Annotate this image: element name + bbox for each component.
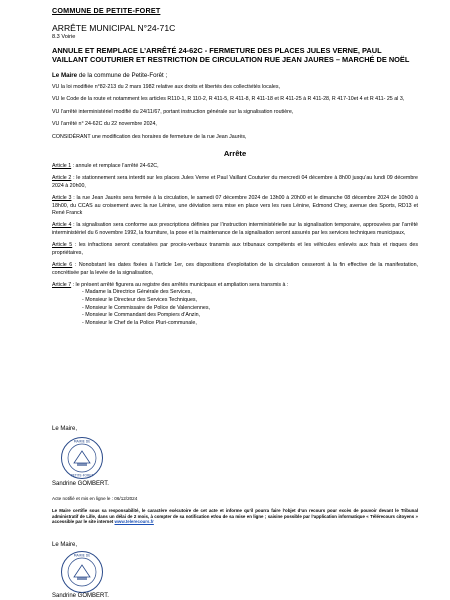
maire-intro-rest: de la commune de Petite-Forêt ;: [77, 72, 168, 79]
maire-intro: [52, 72, 418, 79]
article-label: Article 6: [52, 262, 73, 269]
subject-reference: 8.3 Voirie: [52, 34, 76, 40]
document-title: ANNULE ET REMPLACE L’ARRÊTÉ 24-62C - FERMETURE DES PLACES JULES VERNE, PAUL VAILLANT COUTURIER ET RESTRICTION DE CIRCULATION RUE JEAN JAURES – MARCHÉ DE NOËL: [52, 46, 410, 64]
signature-label-2: Le Maire,: [52, 542, 78, 548]
article: [52, 195, 418, 217]
article-text: : la rue Jean Jaurès sera fermée à la circulation, le samedi 07 décembre 2024 de 13h00 à 20h00 et le dimanche 08 décembre 2024 de 10h00 à 18h00, du CCAS au croisement avec la rue Lénine, une déviation sera mise en place vers les rues Lénine, Edmond Chey, avenue des Sports, RD13 et René Franck: [52, 195, 419, 217]
vu-line: VU la loi modifiée n°82-213 du 2 mars 1982 relative aux droits et libertés des collectivités locales,: [52, 84, 280, 90]
maire-intro-bold: Le Maire: [52, 72, 78, 79]
article: [52, 242, 418, 257]
article: [52, 163, 418, 170]
article-text: : le stationnement sera interdit sur les places Jules Verne et Paul Vaillant Couturier du mercredi 04 décembre à 8h00 jusqu’au lundi 09 décembre 2024 à 20h00,: [52, 175, 418, 189]
article-label: Article 2: [52, 175, 72, 182]
notification-date: Acte notifié et mis en ligne le : 06/12/2024: [52, 496, 138, 501]
mairie-seal-icon: [60, 436, 104, 480]
document-page: [52, 6, 418, 327]
article-text: : la signalisation sera conforme aux prescriptions définies par l’instruction interministérielle sur la signalisation temporaire, approuvées par l’arrêté interministériel du 6 novembre 1992, la fourniture, la pose et la maintenance de la signalisation seront assurés par les services techniques municipaux,: [52, 222, 418, 236]
svg-text:MAIRIE DE: MAIRIE DE: [73, 553, 91, 558]
recipient-item: - Monsieur le Commissaire de Police de Valenciennes,: [82, 304, 210, 311]
article: [52, 262, 418, 277]
article-label: Article 3: [52, 195, 72, 202]
signature-block: [52, 426, 418, 546]
recipient-item: - Monsieur le Commandant des Pompiers d’Anzin,: [82, 312, 201, 319]
considerant-line: CONSIDÉRANT une modification des horaires de fermeture de la rue Jean Jaurès,: [52, 133, 247, 140]
vu-line: VU l’arrêté interministériel modifié du 24/11/67, portant instruction générale sur la signalisation routière,: [52, 108, 294, 115]
recipient-item: - Monsieur le Directeur des Services Techniques,: [82, 296, 198, 303]
vu-line: VU le Code de la route et notamment les articles R110-1, R 110-2, R 411-5, R 411-8, R 411-18 et R 411-25 à R 411-28, R 417-10et 4 et R 411- 25 al 3,: [52, 96, 405, 103]
article: [52, 222, 418, 237]
recipient-item: - Monsieur le Chef de la Police Pluri-communale,: [82, 319, 197, 326]
svg-text:MAIRIE DE: MAIRIE DE: [73, 439, 91, 444]
arrete-number: ARRÊTE MUNICIPAL N°24-71C: [52, 23, 176, 33]
article: [52, 175, 418, 190]
article: [52, 282, 418, 289]
article-text: : les infractions seront constatées par procès-verbaux transmis aux tribunaux compétents et les véhicules enlevés aux frais et risques des propriétaires,: [52, 242, 418, 256]
article-text: : annule et remplace l’arrêté 24-62C,: [71, 163, 159, 170]
legal-mention-text: Le Maire certifie sous sa responsabilité, le caractère exécutoire de cet acte et informe qu’il pourra faire l’objet d’un recours pour excès de pouvoir devant le Tribunal administratif de Lille, dans un délai de 2 mois, à compter de sa notification et/ou de sa mise en ligne ; saisine possible par l’application informatique « Télérecours citoyens » accessible par le site internet: [52, 508, 418, 525]
mairie-seal-icon-2: [60, 550, 104, 594]
recipient-item: - Madame la Directrice Générale des Services,: [82, 289, 192, 296]
signature-name-2: Sandrine GOMBERT.: [52, 593, 109, 599]
vu-line: VU l’arrêté n° 24-62C du 22 novembre 2024,: [52, 121, 157, 128]
signature-block-2: [52, 540, 418, 600]
article-label: Article 7: [52, 281, 72, 288]
signature-label: Le Maire,: [52, 426, 78, 432]
article-text: : Nonobstant les dates fixées à l’article 1er, ces dispositions d’exploitation de la circulation cesseront à la fin effective de la manifestation, concrétisée par la levée de la signalisation,: [52, 262, 419, 276]
article-label: Article 5: [52, 242, 73, 249]
legal-mention: [52, 508, 418, 525]
svg-text:PETITE-FORET: PETITE-FORET: [70, 473, 94, 478]
commune-name: COMMUNE DE PETITE-FORET: [52, 6, 161, 15]
arrete-heading: Arrête: [223, 149, 247, 159]
telerecours-link[interactable]: www.telerecours.fr: [114, 519, 154, 525]
article-label: Article 1: [52, 163, 72, 170]
article-label: Article 4: [52, 222, 72, 229]
article-text: : le présent arrêté figurera au registre des arrêtés municipaux et ampliation sera transmis à :: [71, 281, 289, 288]
signature-name: Sandrine GOMBERT.: [52, 481, 109, 487]
